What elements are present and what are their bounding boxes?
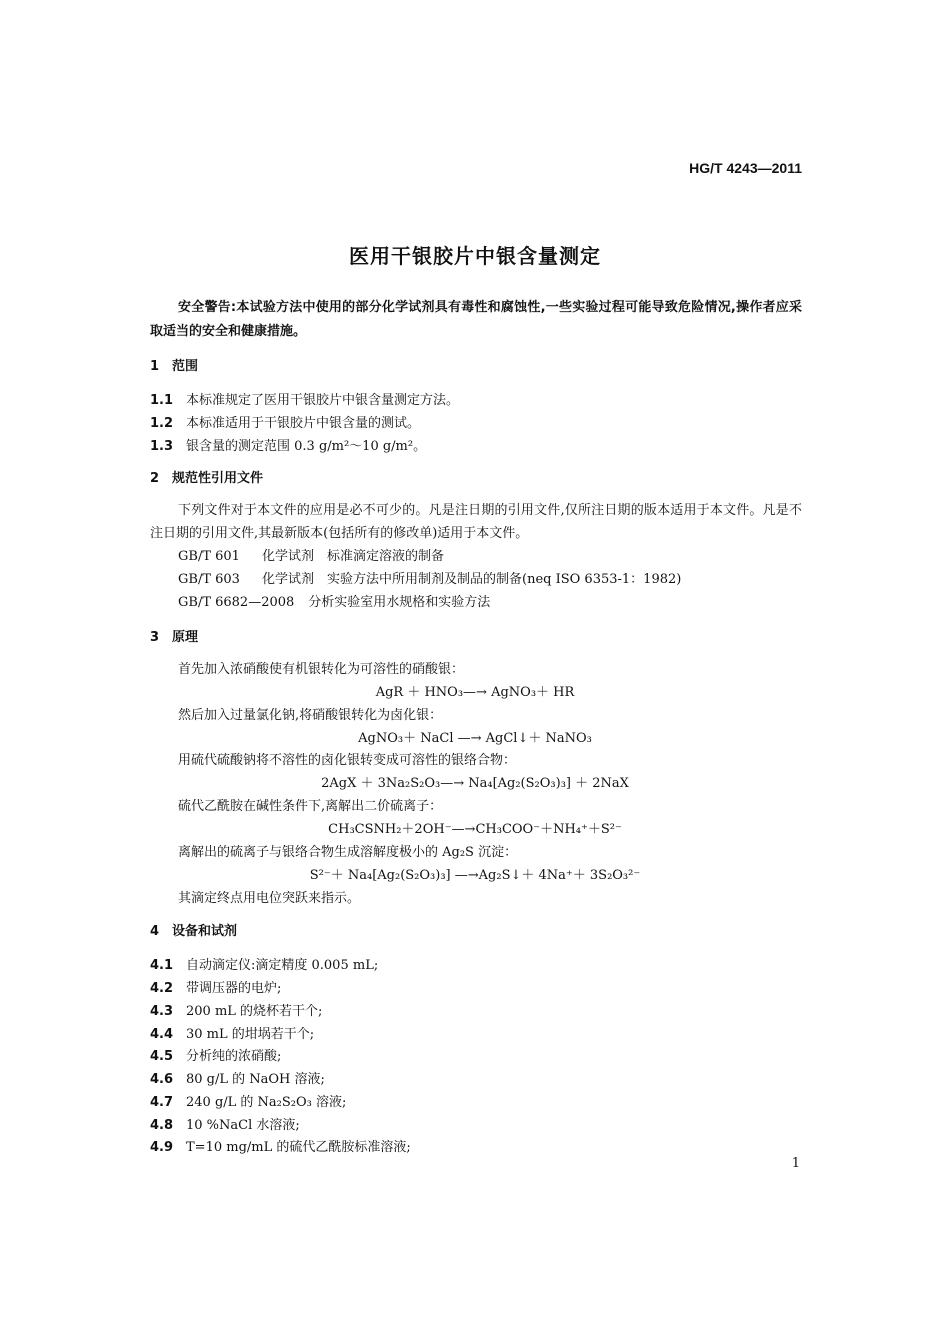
section-heading-2	[150, 467, 263, 486]
reference-item	[178, 568, 681, 587]
reaction-equation: 2AgX ＋ 3Na₂S₂O₃—→ Na₄[Ag₂(S₂O₃)₃] ＋ 2NaX	[321, 776, 629, 791]
reaction-equation: S²⁻＋ Na₄[Ag₂(S₂O₃)₃] —→Ag₂S↓＋ 4Na⁺＋ 3S₂O₃²⁻	[309, 868, 641, 883]
clause-number: 1.3	[150, 439, 174, 454]
clause-number: 4.5	[150, 1049, 174, 1064]
clause-text: 10 %NaCl 水溶液;	[186, 1118, 300, 1133]
clause-4-3	[150, 1000, 322, 1019]
clause-number: 4.3	[150, 1004, 174, 1019]
clause-text: 240 g/L 的 Na₂S₂O₃ 溶液;	[186, 1095, 347, 1110]
principle-text: 用硫代硫酸钠将不溶性的卤化银转变成可溶性的银络合物：	[178, 753, 517, 768]
clause-text: 200 mL 的烧杯若干个;	[186, 1004, 323, 1019]
reaction-equation: CH₃CSNH₂＋2OH⁻—→CH₃COO⁻＋NH₄⁺＋S²⁻	[328, 822, 622, 837]
clause-number: 4.8	[150, 1118, 174, 1133]
reaction-equation: AgR ＋ HNO₃—→ AgNO₃＋ HR	[375, 685, 575, 700]
reference-title: 化学试剂 标准滴定溶液的制备	[262, 549, 445, 564]
clause-4-6	[150, 1068, 325, 1087]
section-title: 设备和试剂	[172, 924, 238, 939]
safety-warning: 安全警告:本试验方法中使用的部分化学试剂具有毒性和腐蚀性,一些实验过程可能导致危险情况,操作者应采取适当的安全和健康措施。	[150, 300, 802, 339]
clause-1-1	[150, 389, 459, 408]
clause-4-8	[150, 1114, 300, 1133]
section-number: 2	[150, 471, 160, 486]
clause-text: 带调压器的电炉;	[186, 981, 282, 996]
section-number: 4	[150, 924, 160, 939]
section-heading-3	[150, 626, 198, 645]
reference-code: GB/T 603	[178, 572, 240, 587]
reference-code: GB/T 601	[178, 549, 240, 564]
section-title: 规范性引用文件	[172, 471, 264, 486]
clause-number: 4.9	[150, 1140, 174, 1155]
principle-text: 首先加入浓硝酸使有机银转化为可溶性的硝酸银：	[178, 662, 465, 677]
clause-4-5	[150, 1045, 281, 1064]
clause-number: 4.2	[150, 981, 174, 996]
clause-1-3	[150, 435, 426, 454]
reference-code: GB/T 6682—2008	[178, 595, 295, 610]
clause-text: 30 mL 的坩埚若干个;	[186, 1027, 315, 1042]
clause-text: 分析纯的浓硝酸;	[186, 1049, 282, 1064]
section-heading-1	[150, 355, 198, 374]
clause-number: 4.4	[150, 1027, 174, 1042]
clause-4-7	[150, 1091, 346, 1110]
standard-number: HG/T 4243—2011	[689, 160, 802, 176]
clause-text: 本标准适用于干银胶片中银含量的测试。	[186, 416, 421, 431]
section-title: 范围	[172, 359, 199, 374]
page-number: 1	[791, 1156, 800, 1171]
clause-number: 1.2	[150, 416, 174, 431]
principle-text: 离解出的硫离子与银络合物生成溶解度极小的 Ag₂S 沉淀：	[178, 845, 518, 860]
reference-title: 分析实验室用水规格和实验方法	[308, 595, 491, 610]
clause-number: 4.1	[150, 958, 174, 973]
clause-1-2	[150, 412, 420, 431]
clause-text: 自动滴定仪:滴定精度 0.005 mL;	[186, 958, 379, 973]
clause-4-1	[150, 954, 378, 973]
clause-text: 本标准规定了医用干银胶片中银含量测定方法。	[186, 393, 460, 408]
reference-title: 化学试剂 实验方法中所用制剂及制品的制备(neq ISO 6353-1：1982)	[262, 572, 682, 587]
clause-4-9	[150, 1136, 411, 1155]
normative-references-intro: 下列文件对于本文件的应用是必不可少的。凡是注日期的引用文件,仅所注日期的版本适用于本文件。凡是不注日期的引用文件,其最新版本(包括所有的修改单)适用于本文件。	[150, 503, 802, 541]
clause-text: T=10 mg/mL 的硫代乙酰胺标准溶液;	[186, 1140, 411, 1155]
section-number: 3	[150, 630, 160, 645]
section-heading-4	[150, 920, 237, 939]
principle-text: 然后加入过量氯化钠,将硝酸银转化为卤化银：	[178, 708, 443, 723]
reaction-equation: AgNO₃＋ NaCl —→ AgCl↓＋ NaNO₃	[358, 731, 592, 746]
principle-text: 硫代乙酰胺在碱性条件下,离解出二价硫离子：	[178, 799, 443, 814]
clause-text: 银含量的测定范围 0.3 g/m²～10 g/m²。	[186, 439, 427, 454]
clause-4-4	[150, 1023, 314, 1042]
clause-4-2	[150, 977, 281, 996]
clause-text: 80 g/L 的 NaOH 溶液;	[186, 1072, 325, 1087]
section-title: 原理	[172, 630, 199, 645]
clause-number: 4.7	[150, 1095, 174, 1110]
document-title: 医用干银胶片中银含量测定	[349, 244, 601, 268]
clause-number: 1.1	[150, 393, 174, 408]
section-number: 1	[150, 359, 160, 374]
reference-item	[178, 591, 490, 610]
principle-text: 其滴定终点用电位突跃来指示。	[178, 891, 361, 906]
clause-number: 4.6	[150, 1072, 174, 1087]
reference-item	[178, 545, 444, 564]
